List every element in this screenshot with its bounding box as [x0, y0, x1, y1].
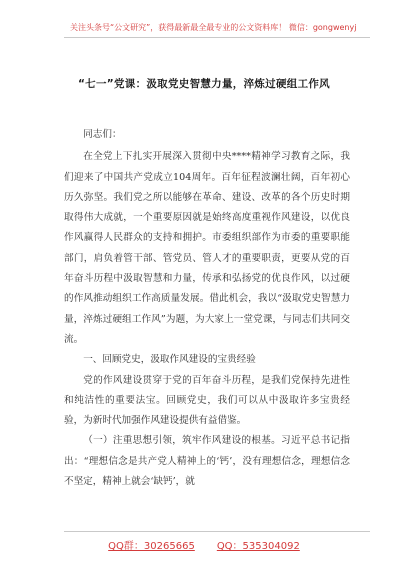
paragraph-intro: 在全党上下扎实开展深入贯彻中央****精神学习教育之际，我们迎来了中国共产党成立104周年。百年征程波澜壮阔，百年初心历久弥坚。我们党之所以能够在革命、建设、改革的各个历史时期取得伟大成就，一个重要原因就是始终高度重视作风建设，以优良作风赢得人民群众的支持和拥护。市委组织部作为市委的重要职能部门，肩负着管干部、管党员、管人才的重要职责，更要从党的百年奋斗历程中汲取智慧和力量，传承和弘扬党的优良作风，以过硬的作风推动组织工作高质量发展。借此机会，我以“汲取党史智慧力量，淬炼过硬组工作风”为题，为大家上一堂党课，与同志们共同交流。 — [64, 151, 350, 345]
paragraph-section-1: 党的作风建设贯穿于党的百年奋斗历程，是我们党保持先进性和纯洁性的重要法宝。回顾党史，我们可以从中汲取许多宝贵经验，为新时代加强作风建设提供有益借鉴。 — [64, 374, 350, 427]
footer-divider — [64, 531, 370, 532]
header-notice: 关注头条号“公文研究”，获得最新最全最专业的公文资料库！ 微信：gongwenyj — [70, 23, 357, 32]
qq-number: QQ：535304092 — [216, 541, 300, 552]
document-body — [64, 125, 350, 492]
document-title: “七一”党课：汲取党史智慧力量，淬炼过硬组工作风 — [77, 78, 330, 90]
header-divider — [64, 37, 370, 38]
footer-contact — [0, 537, 408, 552]
qq-group-number: QQ群：30265665 — [108, 541, 195, 552]
paragraph-subsection-1: （一）注重思想引领，筑牢作风建设的根基。习近平总书记指出：“理想信念是共产党人精神上的‘钙’，没有理想信念，理想信念不坚定，精神上就会‘缺钙’，就 — [64, 435, 350, 488]
section-heading-1: 一、回顾党史，汲取作风建设的宝贵经验 — [83, 354, 256, 366]
salutation: 同志们： — [83, 129, 122, 140]
